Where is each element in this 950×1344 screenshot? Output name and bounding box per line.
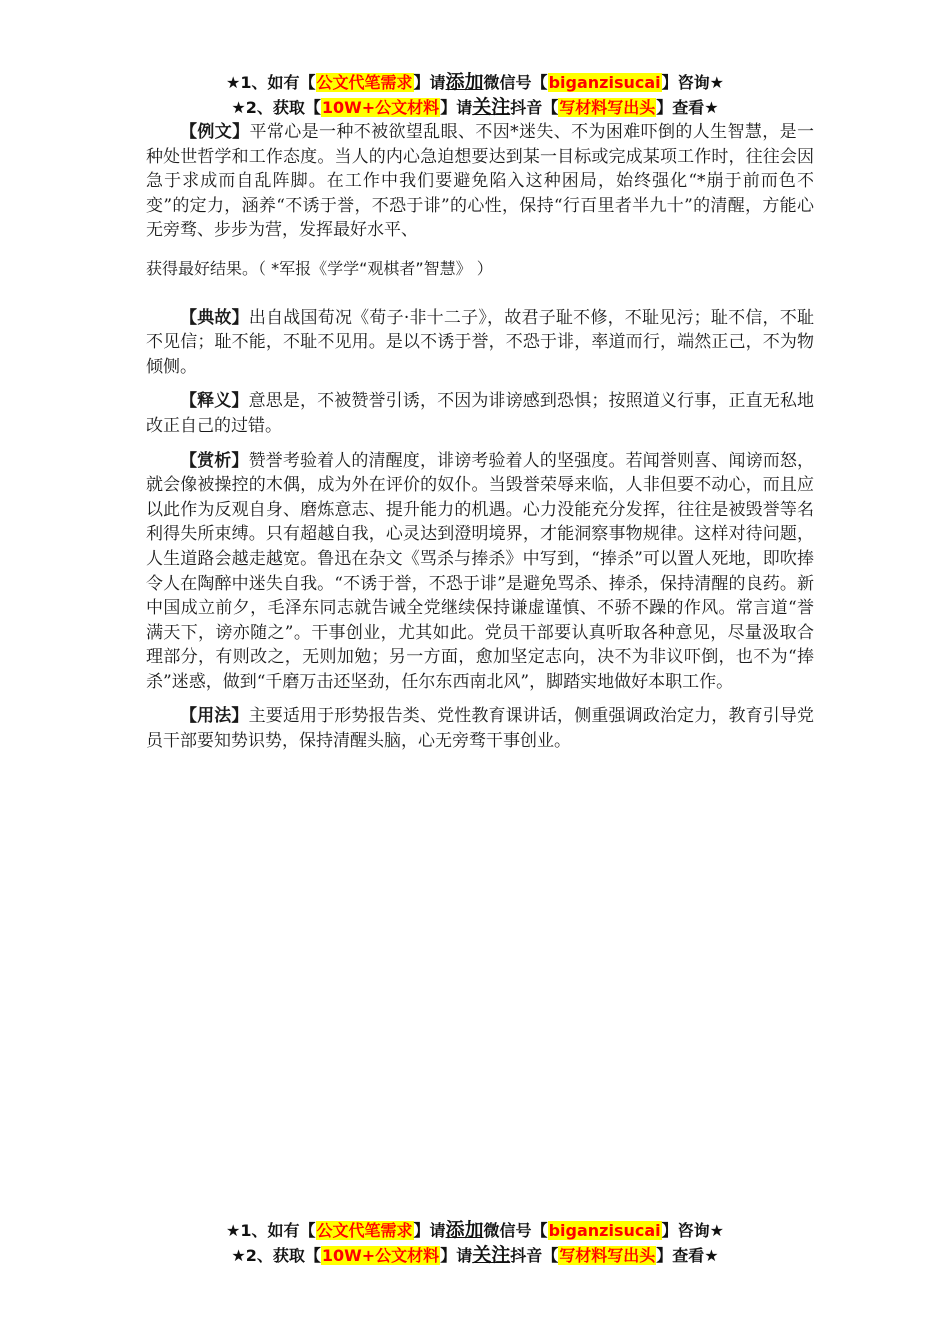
banner-emphasis: 添加 [445, 71, 484, 93]
banner-line-2 [0, 1243, 950, 1268]
example-paragraph [146, 120, 814, 282]
banner-text: 】查看★ [656, 1246, 719, 1265]
banner-highlight: 公文代笔需求 [316, 73, 413, 92]
banner-wechat-id: biganzisucai [548, 1221, 661, 1240]
banner-text: 】请 [413, 1221, 446, 1240]
usage-paragraph [146, 704, 814, 753]
banner-text: ★2、获取【 [231, 98, 321, 117]
banner-highlight: 10W+公文材料 [321, 1246, 440, 1265]
paragraph-text: 赞誉考验着人的清醒度，诽谤考验着人的坚强度。若闻誉则喜、闻谤而怒，就会像被操控的木偶，成为外在评价的奴仆。当毁誉荣辱来临，人非但要不动心，而且应以此作为反观自身、磨炼意志、提升能力的机遇。心力没能充分发挥，往往是被毁誉等名利得失所束缚。只有超越自我，心灵达到澄明境界，才能洞察事物规律。这样对待问题，人生道路会越走越宽。鲁迅在杂文《骂杀与捧杀》中写到，“捧杀”可以置人死地，即吹捧令人在陶醉中迷失自我。“不诱于誉，不恐于诽”是避免骂杀、捧杀，保持清醒的良药。新中国成立前夕，毛泽东同志就告诫全党继续保持谦虚谨慎、不骄不躁的作风。常言道“誉满天下，谤亦随之”。干事创业，尤其如此。党员干部要认真听取各种意见，尽量汲取合理部分，有则改之，无则加勉；另一方面，愈加坚定志向，决不为非议吓倒，也不为“捧杀”迷惑，做到“千磨万击还坚劲，任尔东西南北风”，脚踏实地做好本职工作。 [146, 450, 815, 692]
banner-text: 抖音【 [510, 1246, 559, 1265]
banner-douyin-id: 写材料写出头 [559, 98, 656, 117]
banner-highlight: 公文代笔需求 [316, 1221, 413, 1240]
banner-text: ★1、如有【 [226, 1221, 316, 1240]
meaning-paragraph [146, 389, 814, 438]
banner-text: 】咨询★ [661, 73, 724, 92]
analysis-paragraph [146, 449, 814, 695]
paragraph-text: 主要适用于形势报告类、党性教育课讲话，侧重强调政治定力，教育引导党员干部要知势识势，保持清醒头脑，心无旁骛干事创业。 [146, 706, 815, 752]
banner-text: 微信号【 [483, 73, 548, 92]
header-banner [0, 70, 950, 120]
banner-text: 】查看★ [656, 98, 719, 117]
banner-text: 】请 [413, 73, 446, 92]
example-source: 获得最好结果。（ *军报《学学“观棋者”智慧》 ） [146, 258, 493, 278]
section-tag: 【用法】 [180, 706, 249, 727]
section-tag: 【例文】 [180, 122, 250, 142]
paragraph-text: 意思是，不被赞誉引诱，不因为诽谤感到恐惧；按照道义行事，正直无私地改正自己的过错。 [146, 391, 815, 436]
banner-text: 微信号【 [483, 1221, 548, 1240]
banner-douyin-id: 写材料写出头 [559, 1246, 656, 1265]
section-tag: 【赏析】 [180, 450, 249, 471]
banner-line-1 [0, 70, 950, 95]
banner-text: 】请 [440, 98, 473, 117]
paragraph-text: 平常心是一种不被欲望乱眼、不因*迷失、不为困难吓倒的人生智慧，是一种处世哲学和工作态度。当人的内心急迫想要达到某一目标或完成某项工作时，往往会因急于求成而自乱阵脚。在工作中我们要避免陷入这种困局，始终强化“*崩于前而色不变”的定力，涵养“不诱于誉，不恐于诽”的心性，保持“行百里者半九十”的清醒，方能心无旁骛、步步为营，发挥最好水平、 [146, 122, 814, 241]
banner-text: 】咨询★ [661, 1221, 724, 1240]
banner-text: 】请 [440, 1246, 473, 1265]
footer-banner [0, 1218, 950, 1268]
section-tag: 【典故】 [180, 307, 249, 328]
banner-emphasis: 关注 [472, 96, 511, 118]
banner-highlight: 10W+公文材料 [321, 98, 440, 117]
section-tag: 【释义】 [180, 391, 249, 412]
paragraph-text: 出自战国荀况《荀子·非十二子》，故君子耻不修，不耻见污；耻不信，不耻不见信；耻不能，不耻不见用。是以不诱于誉，不恐于诽，率道而行，端然正己，不为物倾侧。 [146, 307, 814, 377]
banner-emphasis: 关注 [472, 1244, 511, 1266]
banner-line-1 [0, 1218, 950, 1243]
banner-line-2 [0, 95, 950, 120]
banner-text: ★2、获取【 [231, 1246, 321, 1265]
document-body [146, 120, 814, 754]
allusion-paragraph [146, 306, 814, 380]
banner-wechat-id: biganzisucai [548, 73, 661, 92]
banner-text: ★1、如有【 [226, 73, 316, 92]
banner-text: 抖音【 [510, 98, 559, 117]
banner-emphasis: 添加 [445, 1219, 484, 1241]
